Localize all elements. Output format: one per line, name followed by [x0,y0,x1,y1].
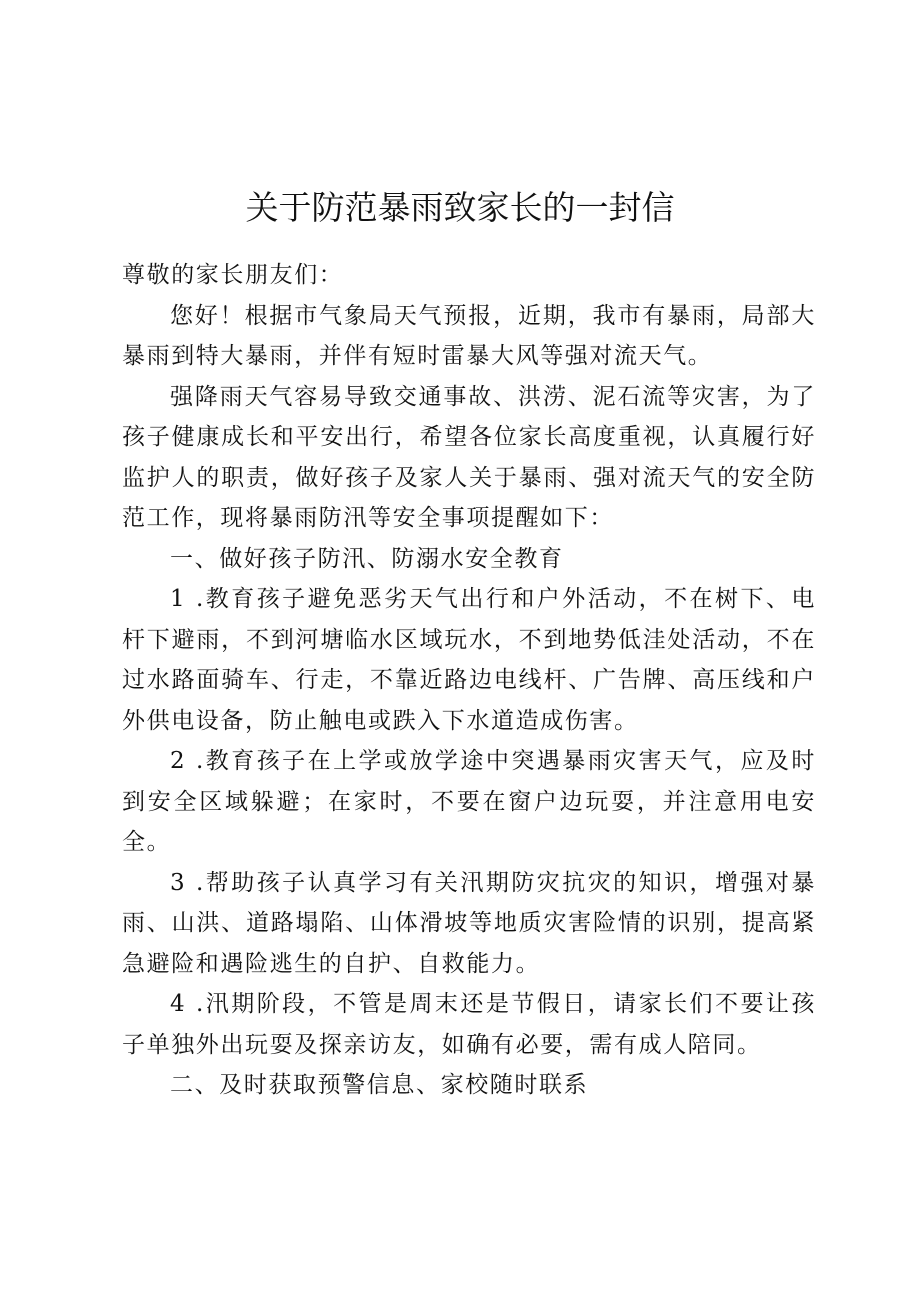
paragraph-intro: 强降雨天气容易导致交通事故、洪涝、泥石流等灾害，为了孩子健康成长和平安出行，希望各位家长高度重视，认真履行好监护人的职责，做好孩子及家人关于暴雨、强对流天气的安全防范工作，现将暴雨防汛等安全事项提醒如下： [122,383,816,531]
letter-title: 关于防范暴雨致家长的一封信 [245,188,675,227]
paragraph-greeting: 您好！根据市气象局天气预报，近期，我市有暴雨，局部大暴雨到特大暴雨，并伴有短时雷暴大风等强对流天气。 [122,302,816,369]
section-heading-1: 一、做好孩子防汛、防溺水安全教育 [170,545,564,572]
salutation: 尊敬的家长朋友们： [122,262,344,288]
list-item-2: 2 .教育孩子在上学或放学途中突遇暴雨灾害天气，应及时到安全区域躲避；在家时，不要在窗户边玩耍，并注意用电安全。 [122,748,816,855]
list-item-4: 4 .汛期阶段，不管是周末还是节假日，请家长们不要让孩子单独外出玩耍及探亲访友，如确有必要，需有成人陪同。 [122,991,816,1058]
list-item-3: 3 .帮助孩子认真学习有关汛期防灾抗灾的知识，增强对暴雨、山洪、道路塌陷、山体滑坡等地质灾害险情的识别，提高紧急避险和遇险逃生的自护、自救能力。 [122,869,816,977]
list-item-1: 1 .教育孩子避免恶劣天气出行和户外活动，不在树下、电杆下避雨，不到河塘临水区域玩水，不到地势低洼处活动，不在过水路面骑车、行走，不靠近路边电线杆、广告牌、高压线和户外供电设备，防止触电或跌入下水道造成伤害。 [122,586,816,734]
letter-body [122,255,816,1106]
section-heading-2: 二、及时获取预警信息、家校随时联系 [170,1072,589,1098]
